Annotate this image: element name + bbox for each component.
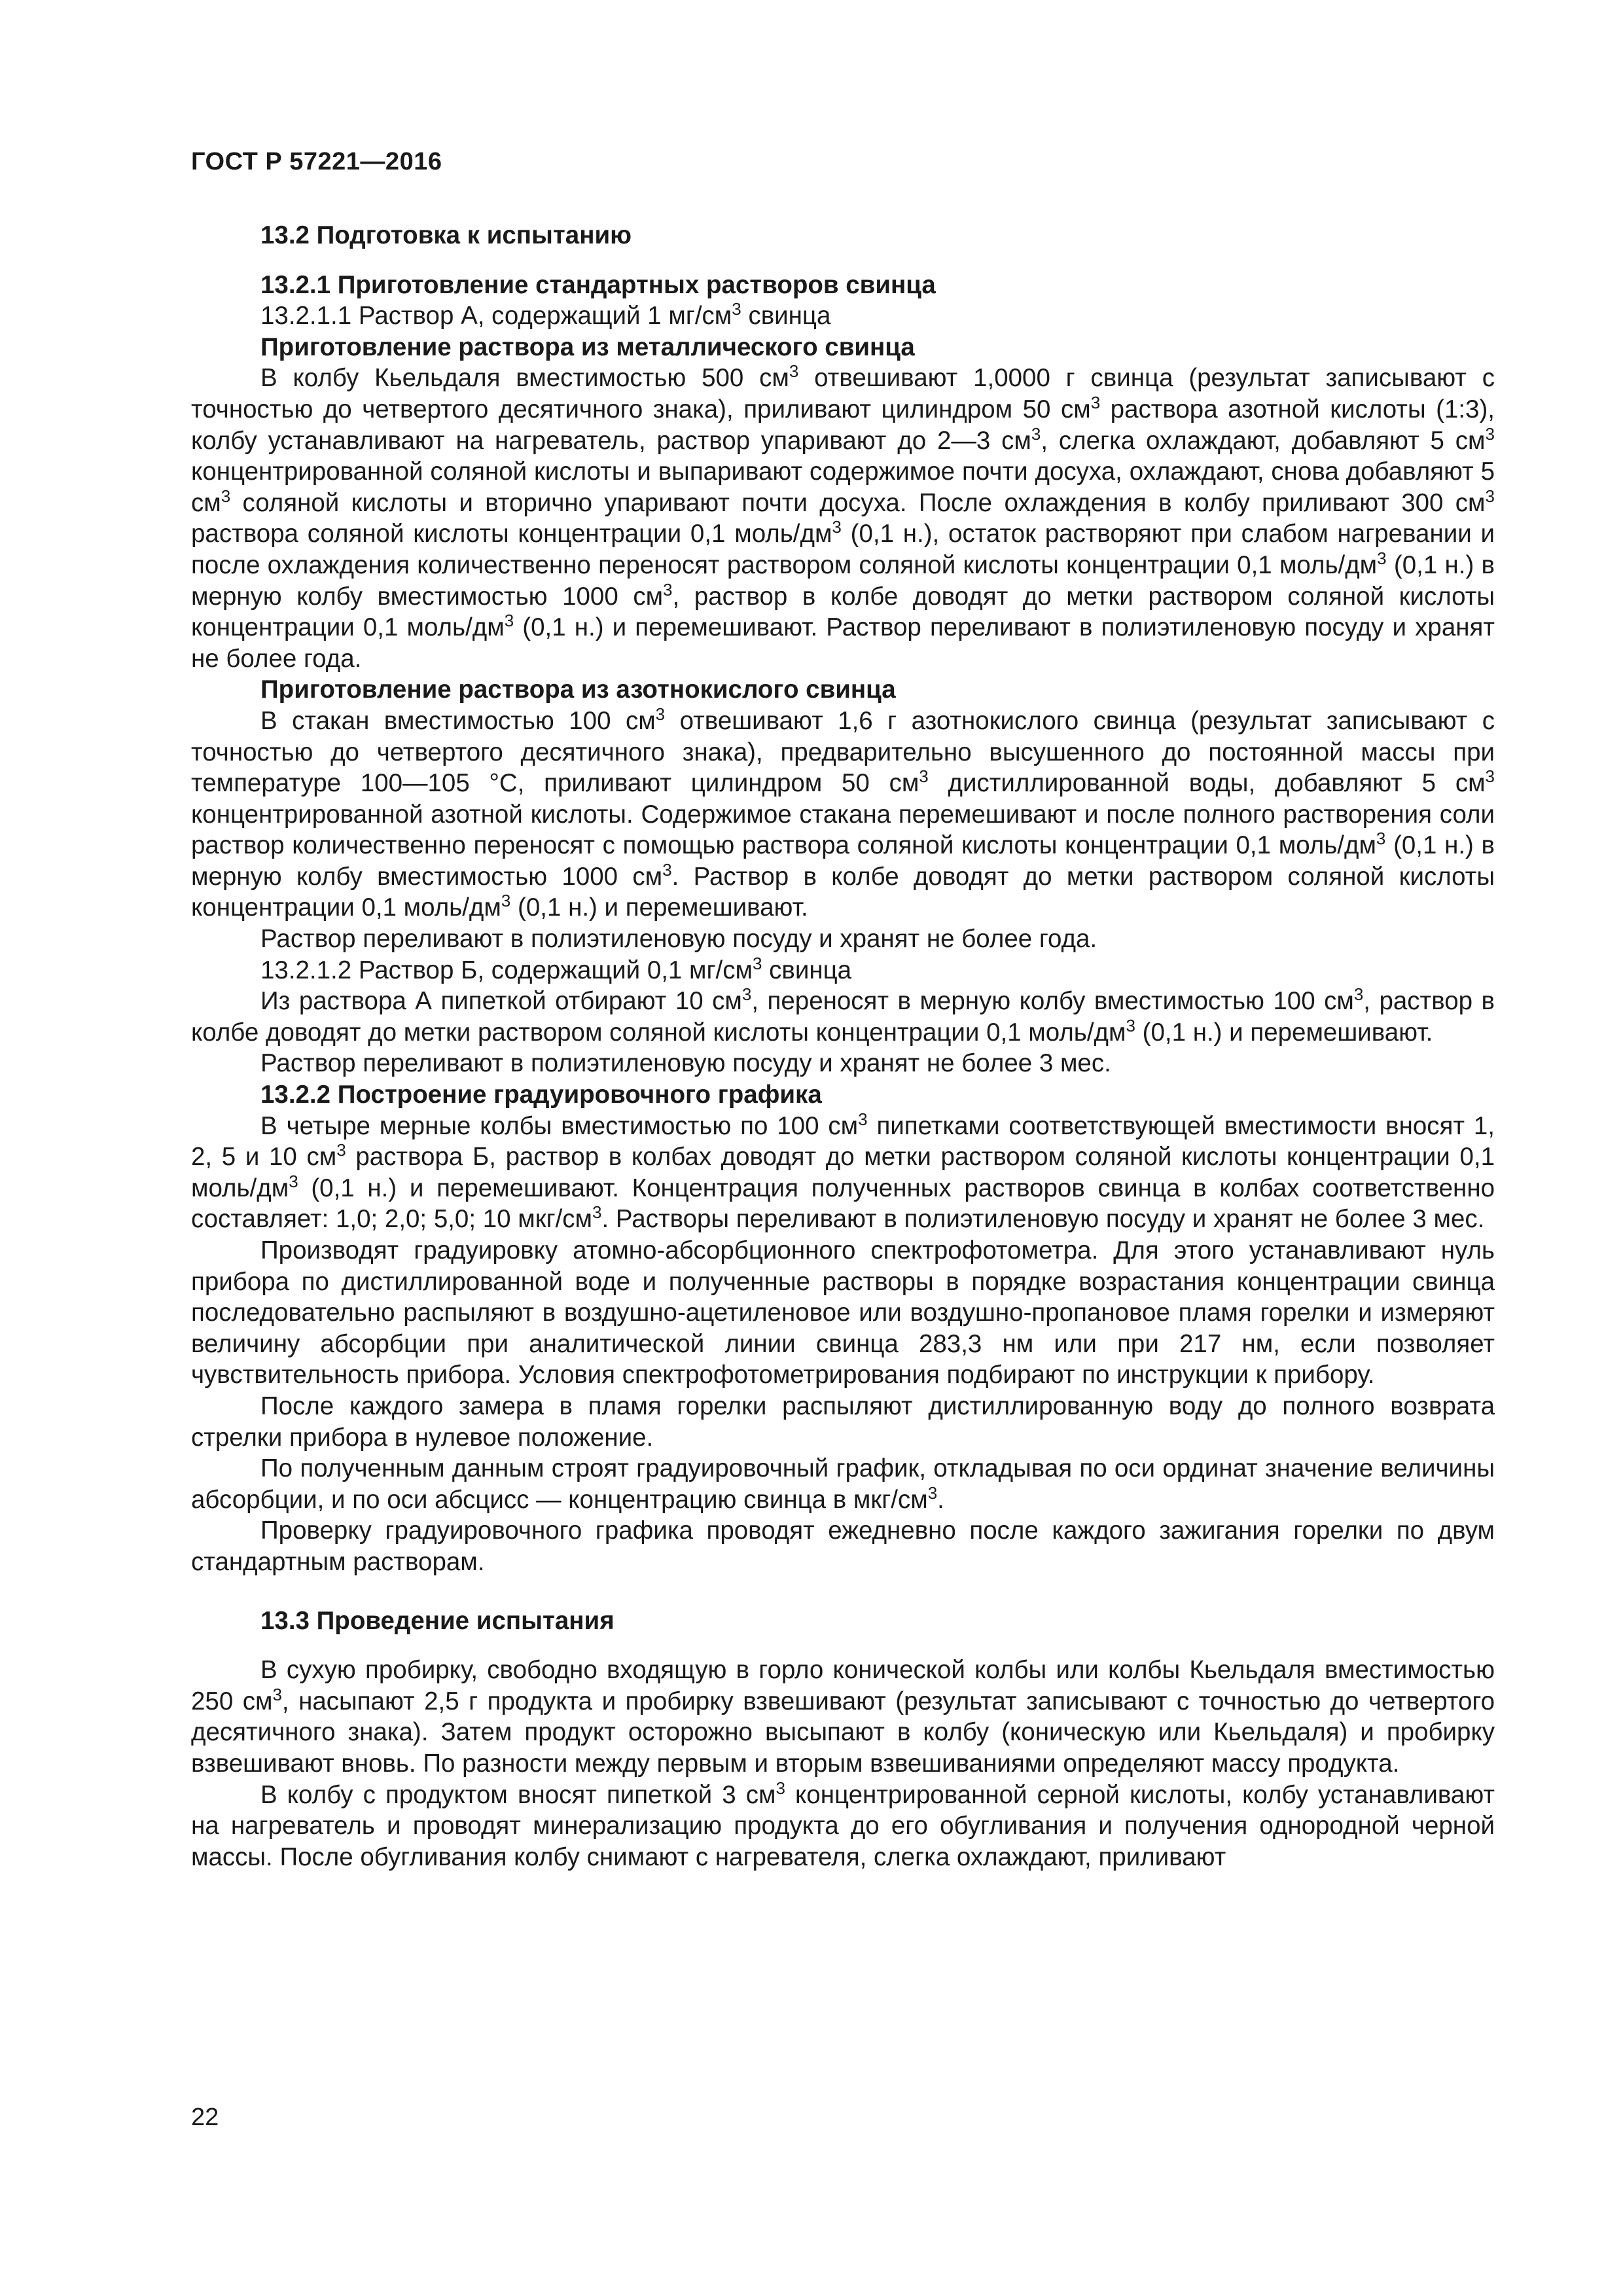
section-13-2-2-title: 13.2.2 Построение градуировочного графика [260, 1081, 822, 1109]
storage-year-paragraph: Раствор переливают в полиэтиленовую посуду и хранят не более года. [260, 925, 1097, 954]
nitrate-lead-title: Приготовление раствора из азотнокислого свинца [260, 675, 896, 704]
calibration-paragraph-2: Производят градуировку атомно-абсорбционного спектрофотометра. Для этого устанавливают нуль прибора по дистиллированной воде и полученные растворы в порядке возрастания концентрации свинца последовательно распыляют в воздушно-ацетиленовое или воздушно-пропановое пламя горелки и измеряют величину абсорбции при аналитической линии свинца 283,3 нм или при 217 нм, если позволяет чувствительность прибора. Условия спектрофотометрирования подбирают по инструкции к прибору. [191, 1236, 1495, 1390]
page-content [191, 220, 1495, 1873]
test-paragraph-1: В сухую пробирку, свободно входящую в горло конической колбы или колбы Кьельдаля вместимостью 250 $см^3$, насыпают 2,5 г продукта и пробирку взвешивают (результат записывают с точностью до четвертого десятичного знака). Затем продукт осторожно высыпают в колбу (коническую или Кьельдаля) и пробирку взвешивают вновь. По разности между первым и вторым взвешиваниями определяют массу продукта. [191, 1656, 1495, 1778]
nitrate-lead-paragraph: В стакан вместимостью 100 $см^3$ отвешивают 1,6 г азотнокислого свинца (результат записывают с точностью до четвертого десятичного знака), предварительно высушенного до постоянной массы при температуре 100—105 °С, приливают цилиндром 50 $см^3$ дистиллированной воды, добавляют 5 $см^3$ концентрированной азотной кислоты. Содержимое стакана перемешивают и после полного растворения соли раствор количественно переносят с помощью раствора соляной кислоты концентрации 0,1 моль/$дм^3$ (0,1 н.) в мерную колбу вместимостью 1000 $см^3$. Раствор в колбе доводят до метки раствором соляной кислоты концентрации 0,1 моль/$дм^3$ (0,1 н.) и перемешивают. [191, 704, 1495, 922]
test-paragraph-2: В колбу с продуктом вносят пипеткой 3 $см^3$ концентрированной серной кислоты, колбу устанавливают на нагреватель и проводят минерализацию продукта до его обугливания и получения однородной черной массы. После обугливания колбу снимают с нагревателя, слегка охлаждают, приливают [191, 1778, 1495, 1871]
solution-b-paragraph: Из раствора А пипеткой отбирают 10 $см^3$, переносят в мерную колбу вместимостью 100 $см^3$, раствор в колбе доводят до метки раствором соляной кислоты концентрации 0,1 моль/$дм^3$ (0,1 н.) и перемешивают. [191, 984, 1495, 1047]
calibration-paragraph-4: По полученным данным строят градуировочный график, откладывая по оси ординат значение величины абсорбции, и по оси абсцисс — концентрацию свинца в мкг/$см^3$. [191, 1454, 1495, 1514]
document-header: ГОСТ Р 57221—2016 [191, 148, 442, 175]
metal-lead-paragraph: В колбу Кьельдаля вместимостью 500 $см^3$ отвешивают 1,0000 г свинца (результат записывают с точностью до четвертого десятичного знака), приливают цилиндром 50 $см^3$ раствора азотной кислоты (1:3), колбу устанавливают на нагреватель, раствор упаривают до 2—3 $см^3$, слегка охлаждают, добавляют 5 $см^3$ концентрированной соляной кислоты и выпаривают содержимое почти досуха, охлаждают, снова добавляют 5 $см^3$ соляной кислоты и вторично упаривают почти досуха. После охлаждения в колбу приливают 300 $см^3$ раствора соляной кислоты концентрации 0,1 моль/$дм^3$ (0,1 н.), остаток растворяют при слабом нагревании и после охлаждения количественно переносят раствором соляной кислоты концентрации 0,1 моль/$дм^3$ (0,1 н.) в мерную колбу вместимостью 1000 $см^3$, раствор в колбе доводят до метки раствором соляной кислоты концентрации 0,1 моль/$дм^3$ (0,1 н.) и перемешивают. Раствор переливают в полиэтиленовую посуду и хранят не более года. [191, 361, 1495, 673]
calibration-paragraph-3: После каждого замера в пламя горелки распыляют дистиллированную воду до полного возврата стрелки прибора в нулевое положение. [191, 1391, 1495, 1452]
storage-3-months-paragraph: Раствор переливают в полиэтиленовую посуду и хранят не более 3 мес. [260, 1049, 1111, 1078]
section-13-2-title: 13.2 Подготовка к испытанию [260, 221, 632, 249]
page-number: 22 [191, 2104, 219, 2131]
calibration-paragraph-5: Проверку градуировочного графика проводят ежедневно после каждого зажигания горелки по двум стандартным растворам. [191, 1516, 1495, 1576]
metal-lead-title: Приготовление раствора из металлического свинца [260, 332, 915, 361]
calibration-paragraph-1: В четыре мерные колбы вместимостью по 100 $см^3$ пипетками соответствующей вместимости вносят 1, 2, 5 и 10 $см^3$ раствора Б, раствор в колбах доводят до метки раствором соляной кислоты концентрации 0,1 моль/$дм^3$ (0,1 н.) и перемешивают. Концентрация полученных растворов свинца в колбах соответственно составляет: 1,0; 2,0; 5,0; 10 мкг/$см^3$. Растворы переливают в полиэтиленовую посуду и хранят не более 3 мес. [191, 1109, 1495, 1234]
section-13-3-title: 13.3 Проведение испытания [260, 1606, 615, 1635]
subsection-13-2-1-1-title: 13.2.1.1 Раствор А, содержащий 1 $мг/см^3$ свинца [260, 299, 831, 331]
subsection-13-2-1-2-title: 13.2.1.2 Раствор Б, содержащий 0,1 $мг/см^3$ свинца [260, 953, 852, 984]
section-13-2-1-title: 13.2.1 Приготовление стандартных растворов свинца [260, 270, 936, 299]
